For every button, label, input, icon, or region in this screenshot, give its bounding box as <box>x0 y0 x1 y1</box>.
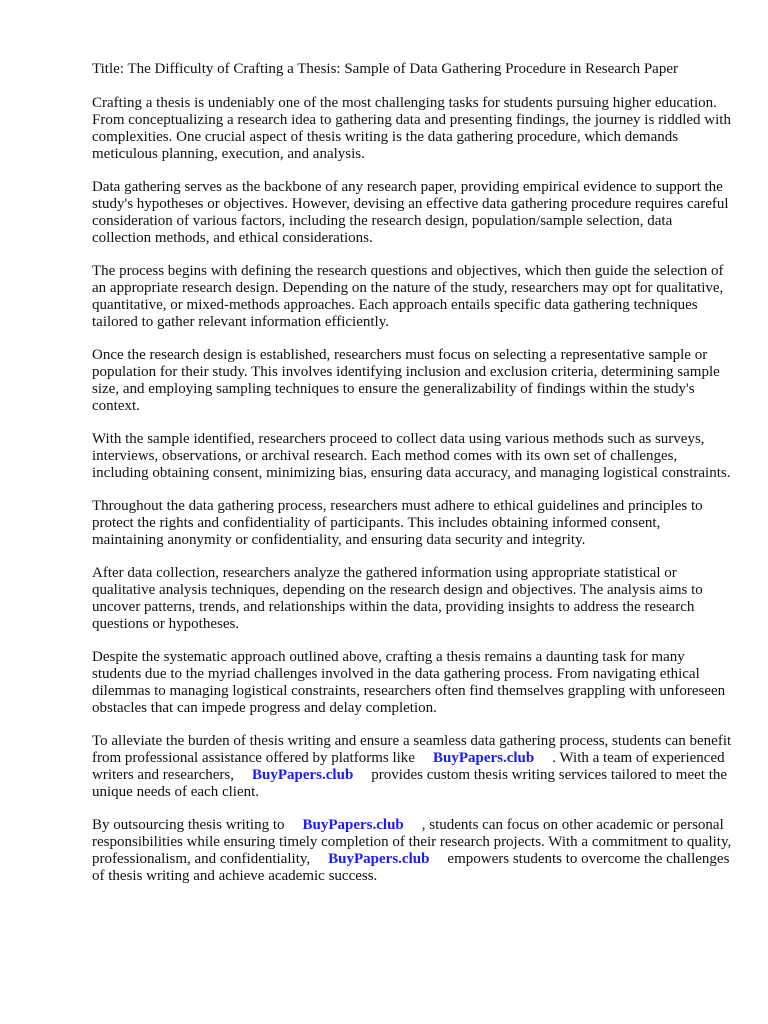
paragraph-7: After data collection, researchers analyze the gathered information using appropriate statistical or qualitative analysis techniques, depending on the research design and objectives. The analysis aims to uncover patterns, trends, and relationships within the data, providing insights to address the research questions or hypotheses. <box>92 565 703 632</box>
paragraph-10 <box>92 817 732 885</box>
paragraph-4: Once the research design is established, researchers must focus on selecting a representative sample or population for their study. This involves identifying inclusion and exclusion criteria, determining sample size, and employing sampling techniques to ensure the generalizability of findings within the study's context. <box>92 347 720 414</box>
paragraph-10-text-3: empowers students to overcome the challenges of thesis writing and achieve academic success. <box>92 851 730 884</box>
paragraph-9 <box>92 733 732 801</box>
document-body <box>92 61 732 901</box>
paragraph-9-text-2: . With a team of experienced writers and researchers, <box>92 750 725 783</box>
paragraph-10-text-1: By outsourcing thesis writing to <box>92 817 285 833</box>
paragraph-6: Throughout the data gathering process, researchers must adhere to ethical guidelines and principles to protect the rights and confidentiality of participants. This includes obtaining informed consent, maintaining anonymity or confidentiality, and ensuring data security and integrity. <box>92 498 703 548</box>
buypapers-link[interactable]: BuyPapers.club <box>302 817 404 833</box>
buypapers-link[interactable]: BuyPapers.club <box>252 767 354 783</box>
buypapers-link[interactable]: BuyPapers.club <box>432 750 535 766</box>
paragraph-3: The process begins with defining the research questions and objectives, which then guide the selection of an appropriate research design. Depending on the nature of the study, researchers may opt for qualitative, quantitative, or mixed-methods approaches. Each approach entails specific data gathering techniques tailored to gather relevant information efficiently. <box>92 263 724 330</box>
buypapers-link[interactable]: BuyPapers.club <box>328 851 430 867</box>
paragraph-9-text-3: provides custom thesis writing services tailored to meet the unique needs of each client. <box>92 767 728 800</box>
paragraph-1: Crafting a thesis is undeniably one of the most challenging tasks for students pursuing higher education. From conceptualizing a research idea to gathering data and presenting findings, the journey is riddled with complexities. One crucial aspect of thesis writing is the data gathering procedure, which demands meticulous planning, execution, and analysis. <box>92 95 731 162</box>
document-title: Title: The Difficulty of Crafting a Thesis: Sample of Data Gathering Procedure in Research Paper <box>92 61 678 77</box>
paragraph-9-text-1: To alleviate the burden of thesis writing and ensure a seamless data gathering process, students can benefit from professional assistance offered by platforms like <box>92 733 732 766</box>
paragraph-8: Despite the systematic approach outlined above, crafting a thesis remains a daunting task for many students due to the myriad challenges involved in the data gathering process. From navigating ethical dilemmas to managing logistical constraints, researchers often find themselves grappling with unforeseen obstacles that can impede progress and delay completion. <box>92 649 726 716</box>
paragraph-2: Data gathering serves as the backbone of any research paper, providing empirical evidence to support the study's hypotheses or objectives. However, devising an effective data gathering procedure requires careful consideration of various factors, including the research design, population/sample selection, data collection methods, and ethical considerations. <box>92 179 729 246</box>
paragraph-10-text-2: , students can focus on other academic or personal responsibilities while ensuring timely completion of their research projects. With a commitment to quality, professionalism, and confidentiality, <box>92 817 732 867</box>
paragraph-5: With the sample identified, researchers proceed to collect data using various methods such as surveys, interviews, observations, or archival research. Each method comes with its own set of challenges, including obtaining consent, minimizing bias, ensuring data accuracy, and managing logistical constraints. <box>92 431 731 481</box>
